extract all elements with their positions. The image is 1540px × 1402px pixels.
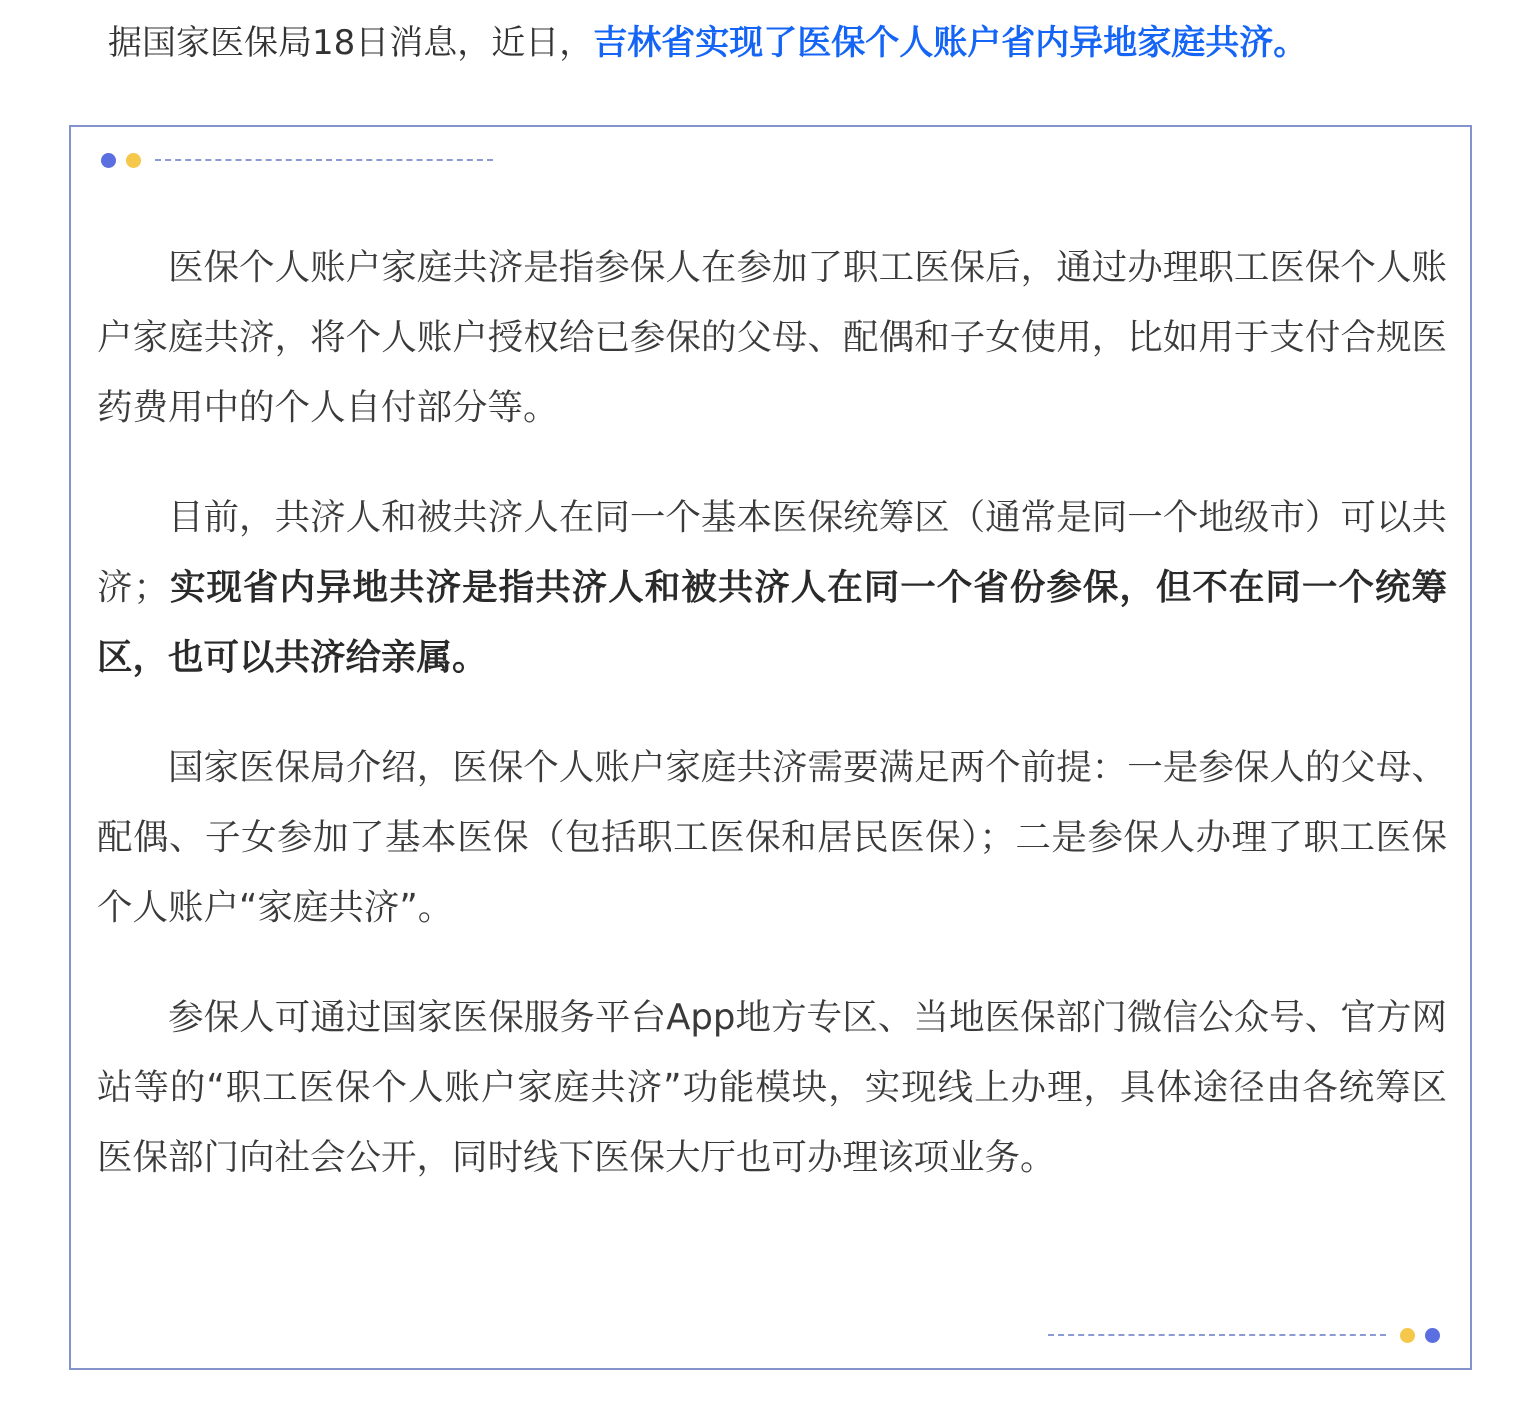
blue-dot-icon bbox=[1425, 1328, 1440, 1343]
info-card bbox=[69, 125, 1472, 1370]
blue-dot-icon bbox=[101, 153, 116, 168]
paragraph-2-bold: 实现省内异地共济是指共济人和被共济人在同一个省份参保，但不在同一个统筹区，也可以共济给亲属。 bbox=[97, 567, 1447, 678]
paragraph-2-text: 目前，共济人和被共济人在同一个基本医保统筹区（通常是同一个地级市）可以共济； bbox=[97, 497, 1447, 608]
yellow-dot-icon bbox=[1400, 1328, 1415, 1343]
intro-line bbox=[108, 20, 1528, 66]
intro-highlight: 吉林省实现了医保个人账户省内异地家庭共济。 bbox=[593, 23, 1308, 63]
top-decoration bbox=[101, 153, 493, 167]
bottom-decoration bbox=[1048, 1328, 1440, 1342]
paragraph-1-text: 医保个人账户家庭共济是指参保人在参加了职工医保后，通过办理职工医保个人账户家庭共济，将个人账户授权给已参保的父母、配偶和子女使用，比如用于支付合规医药费用中的个人自付部分等。 bbox=[97, 247, 1447, 428]
paragraph-1 bbox=[97, 233, 1447, 443]
paragraph-3 bbox=[97, 733, 1447, 943]
paragraph-4 bbox=[97, 983, 1447, 1193]
paragraph-3-text: 国家医保局介绍，医保个人账户家庭共济需要满足两个前提：一是参保人的父母、配偶、子女参加了基本医保（包括职工医保和居民医保）；二是参保人办理了职工医保个人账户“家庭共济”。 bbox=[97, 747, 1447, 928]
intro-prefix: 据国家医保局18日消息，近日， bbox=[108, 23, 594, 63]
paragraph-2 bbox=[97, 483, 1447, 693]
card-body bbox=[97, 233, 1447, 1233]
dashed-line bbox=[155, 159, 493, 161]
paragraph-4-text: 参保人可通过国家医保服务平台App地方专区、当地医保部门微信公众号、官方网站等的“职工医保个人账户家庭共济”功能模块，实现线上办理，具体途径由各统筹区医保部门向社会公开，同时线下医保大厅也可办理该项业务。 bbox=[97, 997, 1447, 1178]
yellow-dot-icon bbox=[126, 153, 141, 168]
dashed-line bbox=[1048, 1334, 1386, 1336]
